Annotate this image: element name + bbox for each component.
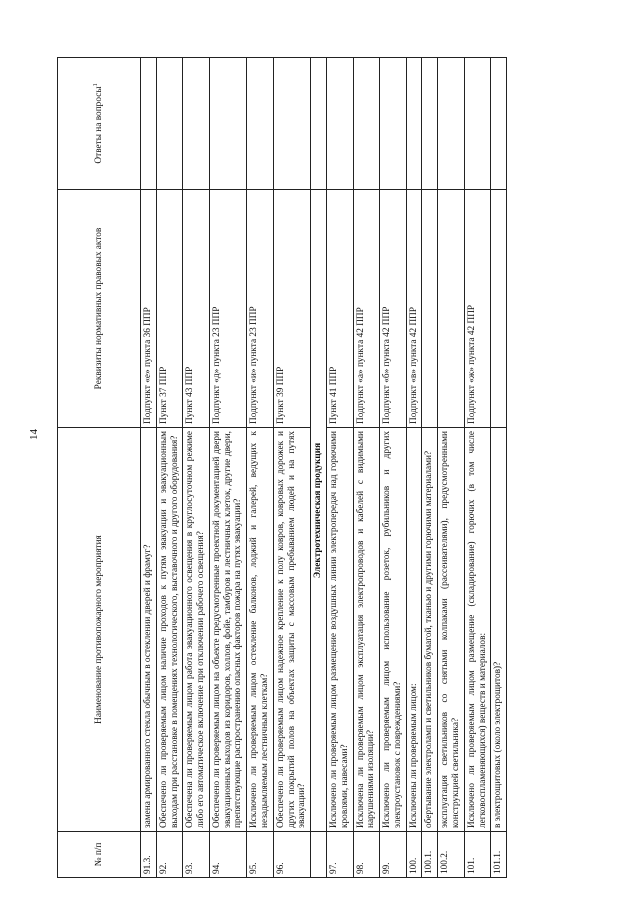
table-body-general [141,58,311,878]
table-header-row [58,58,141,878]
header-answers-text: Ответы на вопросы [94,86,105,164]
item-question: эксплуатация светильников со снятыми колпаками (рассеивателями), предусмотренными конструкцией светильника? [438,428,465,832]
header-requisites: Реквизиты нормативных правовых актов [58,190,141,428]
item-answer[interactable] [353,58,380,190]
table-row [183,58,210,878]
item-number: 97. [326,832,353,878]
item-answer[interactable] [406,58,422,190]
item-number: 101. [464,832,491,878]
table-row [247,58,274,878]
item-requisites: Подпункт «ж» пункта 42 ППР [464,190,491,428]
item-requisites [491,190,507,428]
table-row [353,58,380,878]
header-num: № п/п [58,832,141,878]
item-requisites: Подпункт «в» пункта 42 ППР [406,190,422,428]
item-number: 98. [353,832,380,878]
item-answer[interactable] [141,58,157,190]
item-number: 100.2. [438,832,465,878]
item-question: Обеспечено ли проверяемым лицом надежное крепление к полу ковров, ковровых дорожек и других покрытий полов на объектах защиты с массовым пребыванием людей и на путях эвакуации? [273,428,310,832]
table-section [311,58,327,878]
item-number: 100.1. [422,832,438,878]
table-row [209,58,246,878]
item-answer[interactable] [422,58,438,190]
item-number: 92. [156,832,183,878]
item-answer[interactable] [156,58,183,190]
item-requisites [422,190,438,428]
section-answer-cell [311,58,327,190]
section-num-cell [311,832,327,878]
table-row [141,58,157,878]
header-name: Наименование противопожарного мероприятия [58,428,141,832]
header-answers [58,58,141,190]
item-number: 96. [273,832,310,878]
table-body-electrical [326,58,506,878]
item-answer[interactable] [209,58,246,190]
item-number: 101.1. [491,832,507,878]
table-row [438,58,465,878]
item-requisites: Подпункт «б» пункта 42 ППР [380,190,407,428]
item-requisites: Подпункт «е» пункта 36 ППР [141,190,157,428]
item-requisites [438,190,465,428]
item-number: 95. [247,832,274,878]
item-question: Исключено ли проверяемым лицом остекление балконов, лоджий и галерей, ведущих к незадымляемым лестничным клеткам? [247,428,274,832]
item-answer[interactable] [326,58,353,190]
checklist-sheet [57,58,640,878]
item-question: замена армированного стекла обычным в остеклении дверей и фрамуг? [141,428,157,832]
checklist-table [57,57,507,878]
table-row [326,58,353,878]
item-requisites: Подпункт «а» пункта 42 ППР [353,190,380,428]
item-number: 93. [183,832,210,878]
table-row [273,58,310,878]
table-row [380,58,407,878]
table-row [464,58,491,878]
table-row [406,58,422,878]
item-question: Исключено ли проверяемым лицом использование розеток, рубильников и других электроустановок с повреждениями? [380,428,407,832]
item-answer[interactable] [183,58,210,190]
item-question: Исключено ли проверяемым лицом размещение (складирование) горючих (в том числе легковоспламеняющихся) веществ и материалов: [464,428,491,832]
item-requisites: Пункт 43 ППР [183,190,210,428]
section-row [311,58,327,878]
item-question: Обеспечено ли проверяемым лицом наличие проходов к путям эвакуации и эвакуационным выходам при расстановке в помещениях технологического, выставочного и другого оборудования? [156,428,183,832]
item-number: 94. [209,832,246,878]
item-requisites: Пункт 41 ППР [326,190,353,428]
table-row [491,58,507,878]
item-number: 91.3. [141,832,157,878]
item-requisites: Пункт 37 ППР [156,190,183,428]
item-question: Исключена ли проверяемым лицом эксплуатация электропроводов и кабелей с видимыми нарушениями изоляции? [353,428,380,832]
item-number: 99. [380,832,407,878]
item-question: Обеспечена ли проверяемым лицом работа эвакуационного освещения в круглосуточном режиме либо его автоматическое включение при отключении рабочего освещения? [183,428,210,832]
item-question: Исключены ли проверяемым лицом: [406,428,422,832]
item-requisites: Подпункт «и» пункта 23 ППР [247,190,274,428]
item-answer[interactable] [464,58,491,190]
item-answer[interactable] [491,58,507,190]
table-row [422,58,438,878]
item-question: Исключено ли проверяемым лицом размещение воздушных линии электропередач над горючими кровлями, навесами? [326,428,353,832]
item-answer[interactable] [247,58,274,190]
section-title: Электротехническая продукция [311,190,327,832]
item-number: 100. [406,832,422,878]
item-question: в электрощитовых (около электрощитов)? [491,428,507,832]
header-answers-footnote: 1 [93,83,100,87]
item-requisites: Подпункт «д» пункта 23 ППР [209,190,246,428]
table-row [156,58,183,878]
item-answer[interactable] [273,58,310,190]
item-answer[interactable] [438,58,465,190]
item-question: Обеспечено ли проверяемым лицом на объекте предусмотренные проектной документацией двери эвакуационных выходов из коридоров, холлов, фойе, тамбуров и лестничных клеток, другие двери, препятствующие распространению опасных факторов пожара на путях эвакуации? [209,428,246,832]
item-question: обертывание электроламп и светильников бумагой, тканью и другими горючими материалами? [422,428,438,832]
page-number: 14 [28,429,40,440]
item-answer[interactable] [380,58,407,190]
item-requisites: Пункт 39 ППР [273,190,310,428]
